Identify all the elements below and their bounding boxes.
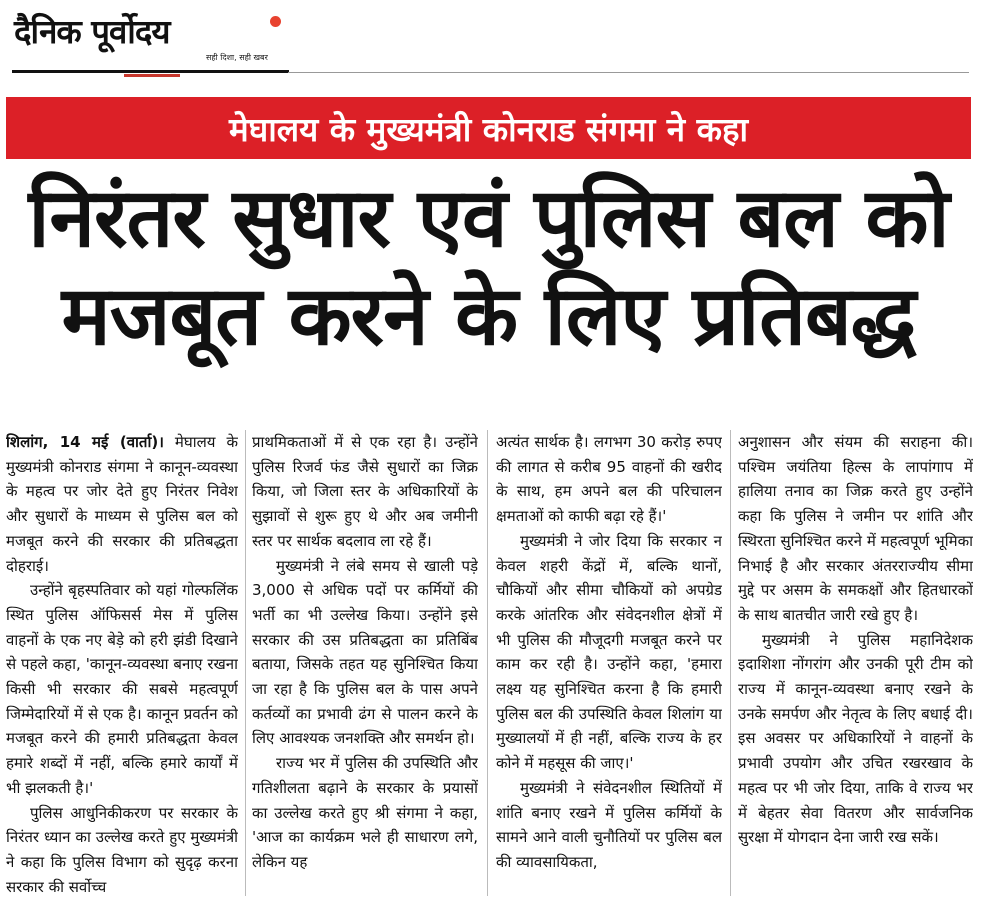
paragraph: उन्होंने बृहस्पतिवार को यहां गोल्फलिंक स्थित पुलिस ऑफिसर्स मेस में पुलिस वाहनों के एक नए बेड़े को हरी झंडी दिखाने से पहले कहा, 'कानून-व्यवस्था बनाए रखना किसी भी सरकार की सबसे महत्वपूर्ण जिम्मेदारियों में से एक है। कानून प्रवर्तन को मजबूत करने की हमारी प्रतिबद्धता केवल हमारे शब्दों में नहीं, बल्कि हमारे कार्यों में भी झलकती है।' [6,581,238,797]
masthead [8,6,288,72]
article-column-1 [6,430,238,898]
column-divider [730,430,731,896]
paragraph: मुख्यमंत्री ने पुलिस महानिदेशक इदाशिशा नोंगरांग और उनकी पूरी टीम को राज्य में कानून-व्यवस्था बनाए रखने के उनके समर्पण और नेतृत्व के लिए बधाई दी। इस अवसर पर अधिकारियों ने वाहनों के प्रभावी उपयोग और उचित रखरखाव के महत्व पर भी जोर दिया, ताकि वे राज्य भर में बेहतर सेवा वितरण और सार्वजनिक सुरक्षा में योगदान देना जारी रख सकें। [738,630,973,847]
masthead-red-accent [124,74,180,77]
masthead-rule [12,70,289,73]
column-divider [487,430,488,896]
article-column-2 [252,430,478,898]
paragraph: अत्यंत सार्थक है। लगभग 30 करोड़ रुपए की लागत से करीब 95 वाहनों की खरीद के साथ, हम अपने बल की परिचालन क्षमताओं को काफी बढ़ा रहे हैं।' [496,433,722,526]
masthead-tagline: सही दिशा, सही खबर [206,53,268,62]
article-column-3 [496,430,722,898]
paragraph-text: मेघालय के मुख्यमंत्री कोनराड संगमा ने कानून-व्यवस्था के महत्व पर जोर देते हुए निरंतर निवेश और सुधारों के माध्यम से पुलिस बल को मजबूत करने की सरकार की प्रतिबद्धता दोहराई। [6,433,238,575]
column-divider [245,430,246,896]
paragraph: प्राथमिकताओं में से एक रहा है। उन्होंने पुलिस रिजर्व फंड जैसे सुधारों का जिक्र किया, जो जिला स्तर के अधिकारियों के सुझावों से शुरू हुए थे और अब जमीनी स्तर पर सार्थक बदलाव ला रहे हैं। [252,433,478,550]
newspaper-logo: दैनिक पूर्वोदय [14,12,170,51]
article-kicker: मेघालय के मुख्यमंत्री कोनराड संगमा ने कहा [6,97,971,159]
paragraph: राज्य भर में पुलिस की उपस्थिति और गतिशीलता बढ़ाने के सरकार के प्रयासों का उल्लेख करते हुए श्री संगमा ने कहा, 'आज का कार्यक्रम भले ही साधारण लगे, लेकिन यह [252,754,478,871]
logo-dot-icon [270,16,281,27]
headline-line-2: मजबूत करने के लिए प्रतिबद्ध [61,269,916,365]
paragraph: मुख्यमंत्री ने जोर दिया कि सरकार न केवल शहरी केंद्रों में, बल्कि थानों, चौकियों और सीमा चौकियों को अपग्रेड करके आंतरिक और संवेदनशील क्षेत्रों में भी पुलिस की मौजूदगी मजबूत करने पर काम कर रही है। उन्होंने कहा, 'हमारा लक्ष्य यह सुनिश्चित करना है कि हमारी पुलिस बल की उपस्थिति केवल शिलांग या मुख्यालयों में ही नहीं, बल्कि राज्य के हर कोने में महसूस की जाए।' [496,531,722,773]
article-headline [6,170,971,367]
dateline: शिलांग, 14 मई (वार्ता)। [6,433,164,451]
paragraph: अनुशासन और संयम की सराहना की। पश्चिम जयंतिया हिल्स के लापांगाप में हालिया तनाव का जिक्र करते हुए उन्होंने कहा कि पुलिस ने जमीन पर शांति और स्थिरता सुनिश्चित करने में महत्वपूर्ण भूमिका निभाई है और सरकार अंतरराज्यीय सीमा मुद्दे पर असम के समकक्षों और हितधारकों के साथ बातचीत जारी रखे हुए है। [738,433,973,624]
paragraph: पुलिस आधुनिकीकरण पर सरकार के निरंतर ध्यान का उल्लेख करते हुए मुख्यमंत्री ने कहा कि पुलिस विभाग को सुदृढ़ करना सरकार की सर्वोच्च [6,803,238,896]
article-column-4 [738,430,973,898]
headline-line-1: निरंतर सुधार एवं पुलिस बल को [28,171,949,266]
header-divider [288,72,969,73]
lead-paragraph [6,430,238,578]
paragraph: मुख्यमंत्री ने संवेदनशील स्थितियों में शांति बनाए रखने में पुलिस कर्मियों के सामने आने वाली चुनौतियों पर पुलिस बल की व्यावसायिकता, [496,778,722,871]
paragraph: मुख्यमंत्री ने लंबे समय से खाली पड़े 3,000 से अधिक पदों पर कर्मियों की भर्ती का भी उल्लेख किया। उन्होंने इसे सरकार की उस प्रतिबद्धता का प्रतिबिंब बताया, जिसके तहत यह सुनिश्चित किया जा रहा है कि पुलिस बल के पास अपने कर्तव्यों का प्रभावी ढंग से पालन करने के लिए आवश्यक जनशक्ति और समर्थन हो। [252,556,478,748]
